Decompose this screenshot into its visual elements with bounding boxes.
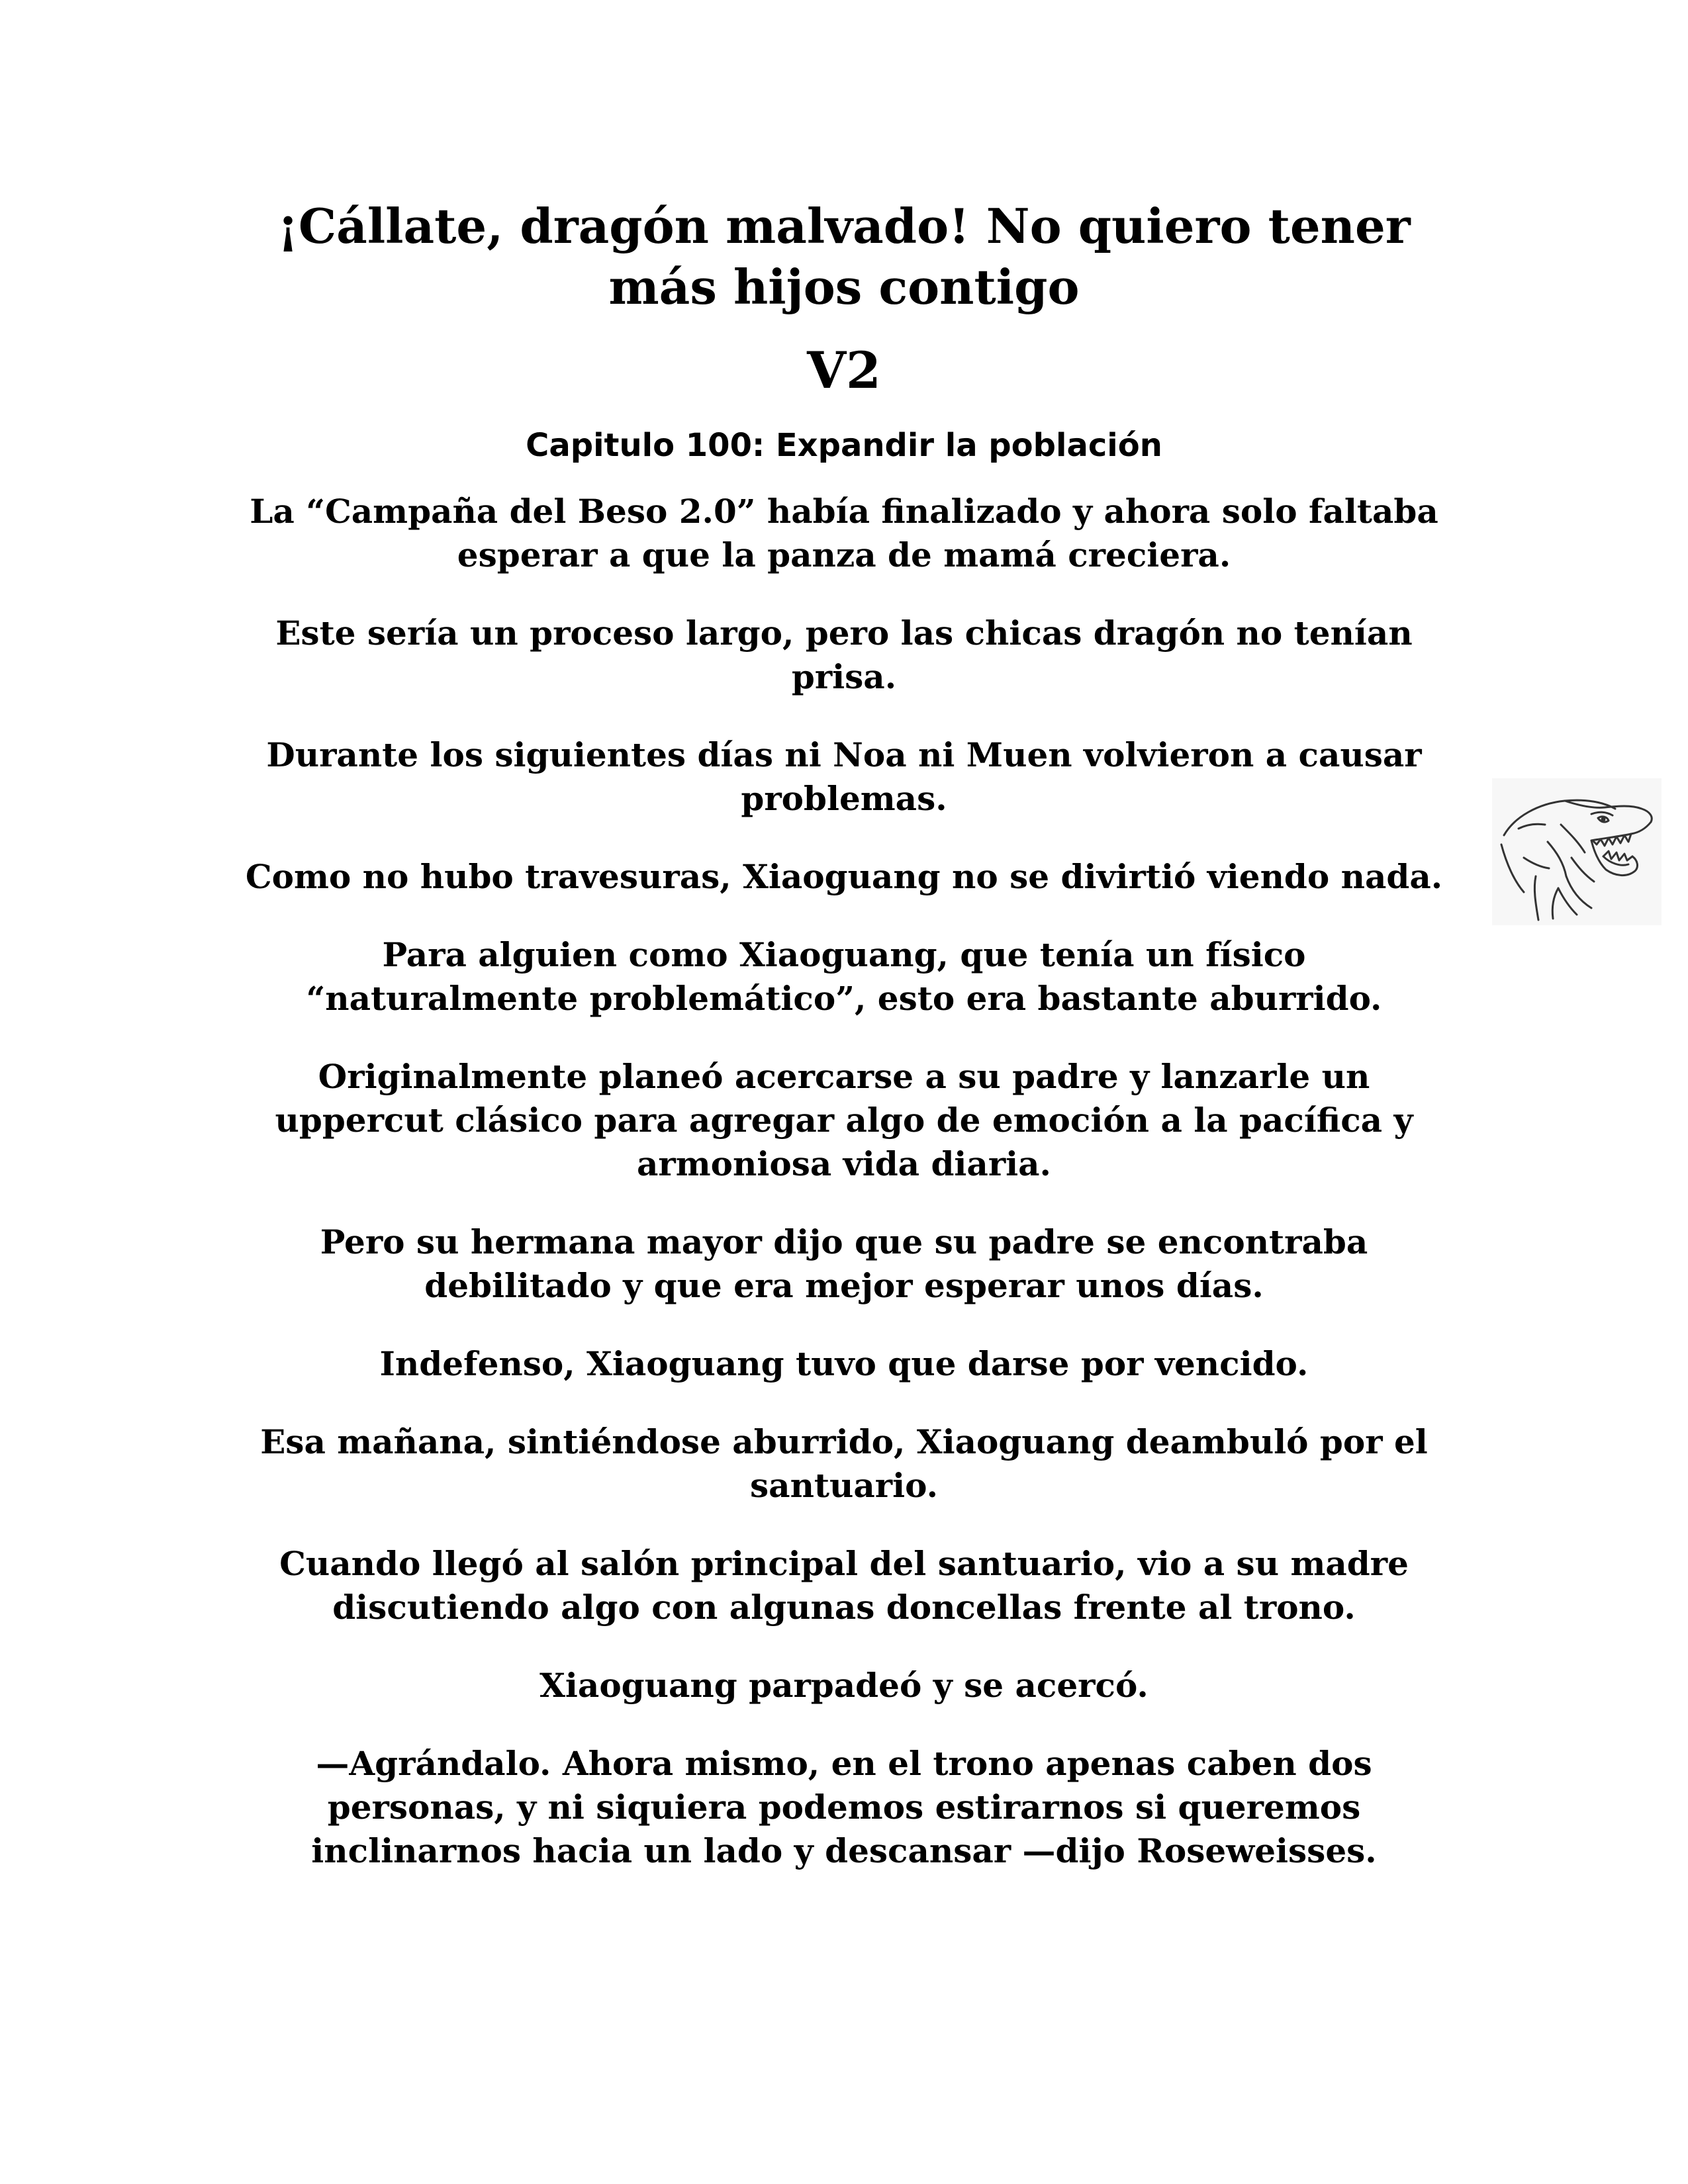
book-title: ¡Cállate, dragón malvado! No quiero tener más hijos contigo (277, 198, 1411, 315)
dinosaur-head-icon (1492, 778, 1662, 925)
paragraph: Como no hubo travesuras, Xiaoguang no se divirtió viendo nada. (245, 857, 1443, 896)
paragraph: Xiaoguang parpadeó y se acercó. (539, 1666, 1149, 1705)
paragraph: Originalmente planeó acercarse a su padre y lanzarle un uppercut clásico para agregar algo de emoción a la pacífica y armoniosa vida diaria. (275, 1057, 1413, 1183)
paragraph: Para alguien como Xiaoguang, que tenía un físico “naturalmente problemático”, esto era bastante aburrido. (306, 935, 1382, 1018)
paragraph: Pero su hermana mayor dijo que su padre se encontraba debilitado y que era mejor esperar unos días. (320, 1222, 1368, 1305)
chapter-body (225, 490, 1463, 1873)
chapter-title: Capitulo 100: Expandir la población (526, 427, 1162, 464)
paragraph: Indefenso, Xiaoguang tuvo que darse por vencido. (379, 1344, 1309, 1383)
paragraph: La “Campaña del Beso 2.0” había finalizado y ahora solo faltaba esperar a que la panza de mamá creciera. (250, 492, 1438, 574)
volume-label: V2 (807, 341, 881, 400)
paragraph: Este sería un proceso largo, pero las chicas dragón no tenían prisa. (275, 614, 1413, 696)
paragraph: Durante los siguientes días ni Noa ni Muen volvieron a causar problemas. (266, 735, 1422, 818)
document-content (225, 196, 1463, 1907)
paragraph: —Agrándalo. Ahora mismo, en el trono apenas caben dos personas, y ni siquiera podemos estirarnos si queremos inclinarnos hacia un lado y descansar —dijo Roseweisses. (311, 1744, 1377, 1870)
paragraph: Esa mañana, sintiéndose aburrido, Xiaoguang deambuló por el santuario. (260, 1422, 1428, 1505)
paragraph: Cuando llegó al salón principal del santuario, vio a su madre discutiendo algo con algunas doncellas frente al trono. (279, 1544, 1409, 1627)
